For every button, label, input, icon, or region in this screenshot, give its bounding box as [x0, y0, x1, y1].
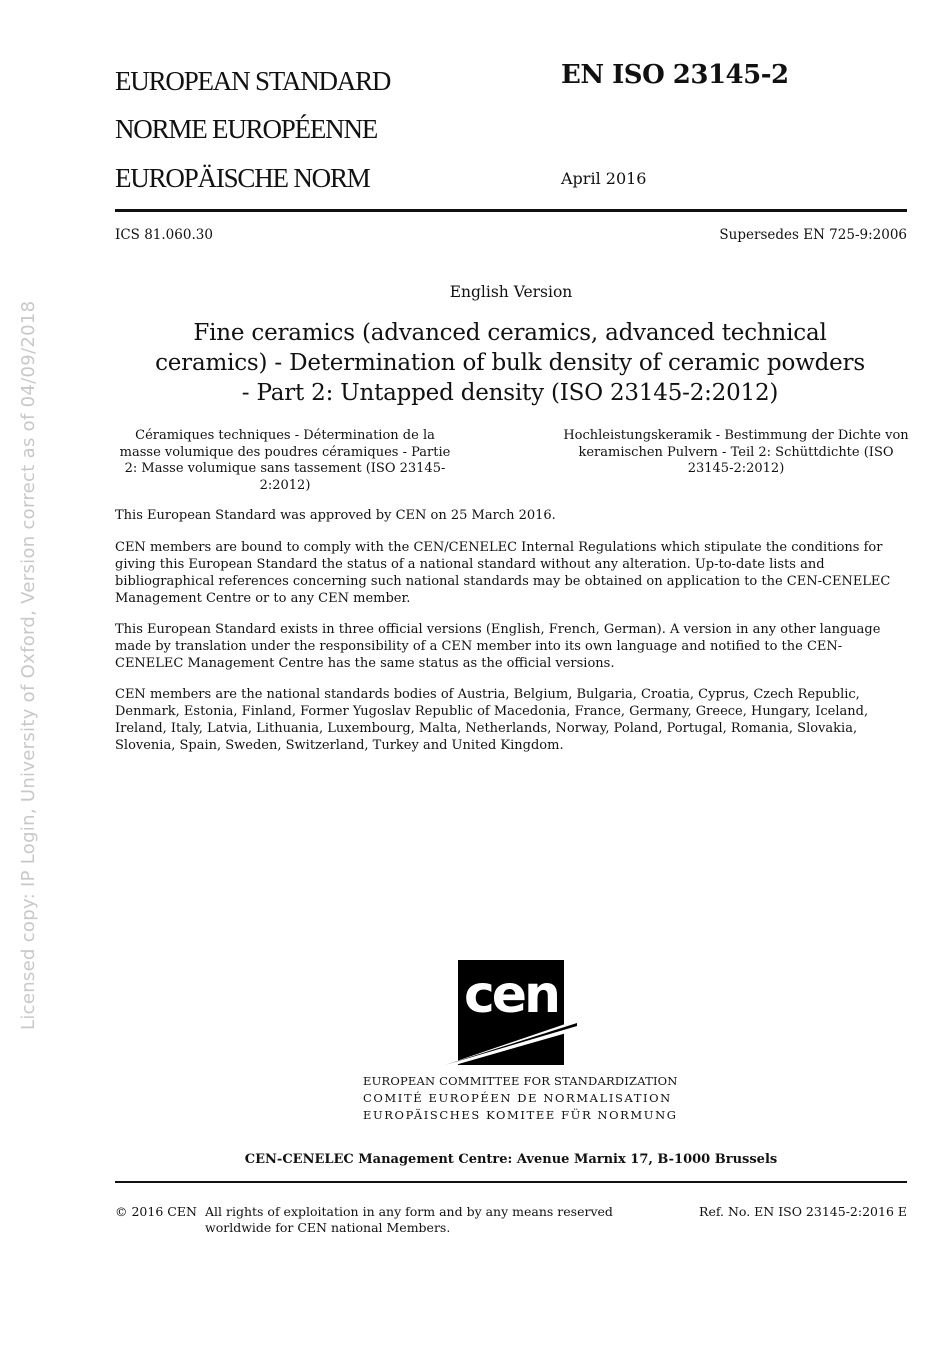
- heading-european-standard: EUROPEAN STANDARD: [115, 66, 391, 96]
- reference-number: Ref. No. EN ISO 23145-2:2016 E: [699, 1204, 907, 1219]
- compliance-paragraph: CEN members are bound to comply with the CEN/CENELEC Internal Regulations which stipulate the conditions for giving this European Standard the status of a national standard without any alteration. Up-to-date lists and bibliographical references concerning such national standards may be obtained on application to the CEN-CENELEC Management Centre or to any CEN member.: [115, 540, 891, 606]
- copyright: © 2016 CEN: [115, 1204, 197, 1219]
- committee-name-de: EUROPÄISCHES KOMITEE FÜR NORMUNG: [363, 1108, 678, 1122]
- committee-name-en: EUROPEAN COMMITTEE FOR STANDARDIZATION: [363, 1074, 678, 1088]
- ics-code: ICS 81.060.30: [115, 227, 213, 243]
- standard-number: EN ISO 23145-2: [561, 60, 789, 90]
- english-version-label: English Version: [449, 283, 573, 301]
- approval-paragraph: This European Standard was approved by CEN on 25 March 2016.: [115, 508, 556, 523]
- members-paragraph: CEN members are the national standards bodies of Austria, Belgium, Bulgaria, Croatia, Cyprus, Czech Republic, Denmark, Estonia, Finland, Former Yugoslav Republic of Macedonia, France, Germany, Greece, Hungary, Iceland, Ireland, Italy, Latvia, Lithuania, Luxembourg, Malta, Netherlands, Norway, Poland, Portugal, Romania, Slovakia, Slovenia, Spain, Sweden, Switzerland, Turkey and United Kingdom.: [115, 687, 869, 753]
- publication-date: April 2016: [561, 169, 647, 188]
- rights-line-1: All rights of exploitation in any form and by any means reserved: [205, 1204, 613, 1219]
- heading-europaische-norm: EUROPÄISCHE NORM: [115, 163, 370, 193]
- title-german: Hochleistungskeramik - Bestimmung der Dichte von keramischen Pulvern - Teil 2: Schüttdichte (ISO 23145-2:2012): [563, 428, 909, 476]
- rights-line-2: worldwide for CEN national Members.: [205, 1220, 451, 1235]
- versions-paragraph: This European Standard exists in three official versions (English, French, German). A version in any other language made by translation under the responsibility of a CEN member into its own language and notified to the CEN-CENELEC Management Centre has the same status as the official versions.: [115, 622, 881, 671]
- heading-norme-europeenne: NORME EUROPÉENNE: [115, 114, 378, 144]
- header-divider: [115, 209, 907, 212]
- cen-logo-icon: [445, 960, 577, 1065]
- license-watermark: Licensed copy: IP Login, University of Oxford, Version correct as of 04/09/2018: [18, 300, 39, 1030]
- document-title: Fine ceramics (advanced ceramics, advanced technical ceramics) - Determination of bulk density of ceramic powders - Part 2: Untapped density (ISO 23145-2:2012): [155, 320, 865, 406]
- title-french: Céramiques techniques - Détermination de la masse volumique des poudres céramiques - Partie 2: Masse volumique sans tassement (ISO 23145-2:2012): [119, 428, 451, 493]
- committee-name-fr: COMITÉ EUROPÉEN DE NORMALISATION: [363, 1091, 672, 1105]
- footer-divider: [115, 1181, 907, 1183]
- management-centre-address: CEN-CENELEC Management Centre: Avenue Marnix 17, B-1000 Brussels: [244, 1152, 778, 1167]
- logo-text: cen: [463, 965, 559, 1025]
- supersedes-note: Supersedes EN 725-9:2006: [719, 227, 907, 243]
